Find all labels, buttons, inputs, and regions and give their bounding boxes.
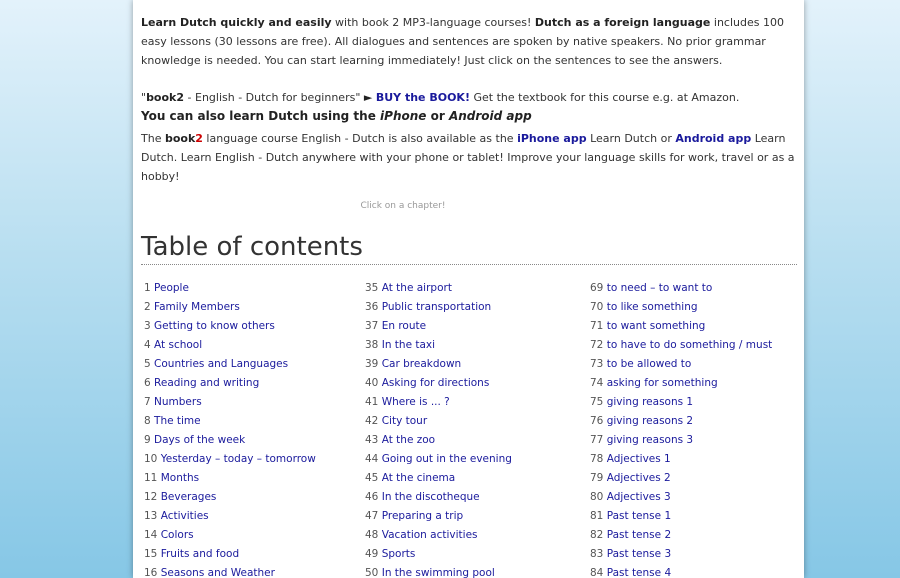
book2-tail: Get the textbook for this course e.g. at Amazon.	[469, 91, 740, 104]
toc-item-link[interactable]: Preparing a trip	[381, 510, 464, 522]
toc-item-link[interactable]: En route	[381, 320, 427, 332]
toc-item[interactable]	[144, 470, 364, 489]
toc-item[interactable]	[590, 375, 804, 394]
toc-column-3	[590, 280, 804, 578]
toc-item-link[interactable]: giving reasons 1	[606, 396, 694, 408]
toc-item[interactable]	[590, 299, 804, 318]
toc-item-number: 84	[590, 567, 604, 578]
toc-item-number: 83	[590, 548, 604, 560]
toc-item-link[interactable]: Fruits and food	[160, 548, 240, 560]
intro-paragraph	[141, 13, 797, 70]
toc-item[interactable]	[590, 318, 804, 337]
toc-item-number: 1	[144, 282, 151, 294]
toc-item-number: 73	[590, 358, 604, 370]
toc-column-2	[365, 280, 585, 578]
toc-item-number: 49	[365, 548, 379, 560]
toc-item[interactable]	[144, 451, 364, 470]
toc-item-link[interactable]: Past tense 1	[606, 510, 672, 522]
toc-item-link[interactable]: Reading and writing	[154, 377, 260, 389]
buy-book-link[interactable]: BUY the BOOK!	[375, 91, 470, 104]
toc-item-number: 79	[590, 472, 604, 484]
desc-book: book	[164, 132, 196, 145]
toc-item-number: 45	[365, 472, 379, 484]
toc-item-link[interactable]: Countries and Languages	[154, 358, 289, 370]
toc-item[interactable]	[144, 394, 364, 413]
toc-item[interactable]	[365, 413, 585, 432]
toc-item[interactable]	[365, 451, 585, 470]
toc-item-link[interactable]: City tour	[381, 415, 428, 427]
toc-item[interactable]	[590, 546, 804, 565]
page-panel	[133, 0, 804, 578]
toc-item-number: 9	[144, 434, 151, 446]
also-android: Android app	[448, 109, 532, 123]
toc-item-link[interactable]: Car breakdown	[381, 358, 462, 370]
toc-item-number: 82	[590, 529, 604, 541]
toc-item[interactable]	[365, 337, 585, 356]
toc-item-number: 35	[365, 282, 379, 294]
toc-item-number: 8	[144, 415, 151, 427]
toc-item-link[interactable]: Months	[160, 472, 200, 484]
toc-item-link[interactable]: Seasons and Weather	[160, 567, 275, 578]
toc-item-number: 41	[365, 396, 379, 408]
toc-item-link[interactable]: asking for something	[606, 377, 718, 389]
toc-item-number: 78	[590, 453, 604, 465]
toc-item-number: 77	[590, 434, 604, 446]
toc-item-link[interactable]: Past tense 3	[606, 548, 672, 560]
iphone-app-link[interactable]: iPhone app	[517, 132, 587, 145]
toc-item-number: 12	[144, 491, 158, 503]
book2-rest: - English - Dutch for beginners"	[184, 91, 364, 104]
also-or: or	[426, 109, 449, 123]
toc-item[interactable]	[590, 451, 804, 470]
toc-item[interactable]	[365, 565, 585, 578]
toc-item-number: 16	[144, 567, 158, 578]
intro-text-2: includes 100 easy lessons (30 lessons are free). All dialogues and sentences are spoken by native speakers. No prior grammar knowledge is needed. You can start learning immediately! Just click on the sentences to see the answers.	[141, 16, 784, 67]
toc-item[interactable]	[590, 432, 804, 451]
toc-item-link[interactable]: Getting to know others	[154, 320, 275, 332]
toc-item-number: 39	[365, 358, 379, 370]
toc-item-link[interactable]: Sports	[381, 548, 416, 560]
toc-item[interactable]	[144, 280, 364, 299]
toc-item[interactable]	[590, 280, 804, 299]
toc-item-number: 2	[144, 301, 151, 313]
toc-item[interactable]	[365, 432, 585, 451]
toc-item[interactable]	[144, 565, 364, 578]
desc-text-3: Learn Dutch or	[586, 132, 676, 145]
also-text: You can also learn Dutch using the	[141, 109, 381, 123]
toc-item-number: 44	[365, 453, 379, 465]
toc-item[interactable]	[144, 337, 364, 356]
toc-item[interactable]	[144, 432, 364, 451]
toc-item-link[interactable]: Beverages	[160, 491, 217, 503]
toc-item-number: 46	[365, 491, 379, 503]
toc-item-number: 40	[365, 377, 379, 389]
toc-item-link[interactable]: Numbers	[154, 396, 202, 408]
toc-item-number: 6	[144, 377, 151, 389]
book2-line	[141, 90, 797, 105]
toc-item-number: 3	[144, 320, 151, 332]
arrow-icon: ►	[363, 91, 373, 104]
toc-item-link[interactable]: Past tense 4	[606, 567, 672, 578]
toc-item-link[interactable]: Where is ... ?	[381, 396, 450, 408]
toc-item-link[interactable]: to be allowed to	[606, 358, 692, 370]
toc-item-link[interactable]: Activities	[160, 510, 209, 522]
toc-item-link[interactable]: In the swimming pool	[381, 567, 495, 578]
toc-item-link[interactable]: In the taxi	[381, 339, 436, 351]
chapter-hint: Click on a chapter!	[360, 201, 446, 211]
toc-item[interactable]	[365, 299, 585, 318]
toc-item-link[interactable]: Adjectives 2	[606, 472, 671, 484]
desc-two: 2	[195, 132, 203, 145]
toc-item-number: 71	[590, 320, 604, 332]
toc-item-link[interactable]: to want something	[606, 320, 706, 332]
toc-item-number: 42	[365, 415, 379, 427]
toc-item-link[interactable]: Colors	[160, 529, 194, 541]
toc-item-link[interactable]: giving reasons 3	[606, 434, 694, 446]
toc-item-link[interactable]: to like something	[606, 301, 698, 313]
toc-item-link[interactable]: At the zoo	[381, 434, 436, 446]
toc-item-link[interactable]: People	[154, 282, 189, 294]
toc-item-link[interactable]: At the cinema	[381, 472, 456, 484]
toc-item[interactable]	[144, 375, 364, 394]
toc-item[interactable]	[365, 508, 585, 527]
toc-item[interactable]	[144, 318, 364, 337]
toc-item[interactable]	[590, 337, 804, 356]
toc-item-link[interactable]: The time	[154, 415, 201, 427]
toc-item-link[interactable]: Vacation activities	[381, 529, 478, 541]
toc-item[interactable]	[144, 527, 364, 546]
toc-item-link[interactable]: Adjectives 1	[606, 453, 671, 465]
toc-item[interactable]	[590, 356, 804, 375]
toc-item[interactable]	[144, 356, 364, 375]
intro-bold-2: Dutch as a foreign language	[534, 16, 711, 29]
also-heading	[141, 108, 797, 124]
toc-item[interactable]	[144, 508, 364, 527]
toc-item-number: 50	[365, 567, 379, 578]
toc-item[interactable]	[590, 470, 804, 489]
desc-text-2: language course English - Dutch is also available as the	[202, 132, 518, 145]
toc-item[interactable]	[590, 413, 804, 432]
toc-item-number: 37	[365, 320, 379, 332]
app-description	[141, 129, 797, 186]
toc-title: Table of contents	[141, 230, 797, 265]
toc-item[interactable]	[590, 508, 804, 527]
book2-name: book2	[146, 91, 185, 104]
toc-item-link[interactable]: Asking for directions	[381, 377, 490, 389]
toc-item[interactable]	[365, 280, 585, 299]
toc-item[interactable]	[144, 413, 364, 432]
toc-item[interactable]	[365, 527, 585, 546]
toc-item[interactable]	[365, 470, 585, 489]
toc-item-number: 13	[144, 510, 158, 522]
toc-item[interactable]	[144, 489, 364, 508]
toc-item-number: 10	[144, 453, 158, 465]
toc-item-number: 48	[365, 529, 379, 541]
toc-item[interactable]	[590, 489, 804, 508]
toc-item[interactable]	[365, 375, 585, 394]
toc-item[interactable]	[365, 318, 585, 337]
toc-item-link[interactable]: In the discotheque	[381, 491, 480, 503]
intro-text-1: with book 2 MP3-language courses!	[331, 16, 535, 29]
toc-item-number: 36	[365, 301, 379, 313]
toc-item-number: 43	[365, 434, 379, 446]
toc-item-number: 74	[590, 377, 604, 389]
toc-item-number: 72	[590, 339, 604, 351]
toc-item-link[interactable]: Family Members	[154, 301, 240, 313]
toc-item-link[interactable]: Going out in the evening	[381, 453, 512, 465]
toc-item-link[interactable]: giving reasons 2	[606, 415, 694, 427]
toc-item[interactable]	[590, 527, 804, 546]
toc-item-link[interactable]: Public transportation	[381, 301, 492, 313]
desc-text-1: The	[141, 132, 165, 145]
toc-item[interactable]	[365, 546, 585, 565]
intro-bold-1: Learn Dutch quickly and easily	[141, 16, 332, 29]
toc-item-number: 7	[144, 396, 151, 408]
toc-item-number: 4	[144, 339, 151, 351]
toc-item-link[interactable]: At school	[154, 339, 203, 351]
toc-item-number: 81	[590, 510, 604, 522]
toc-item-link[interactable]: Adjectives 3	[606, 491, 671, 503]
toc-item-link[interactable]: Yesterday – today – tomorrow	[160, 453, 316, 465]
toc-item[interactable]	[365, 489, 585, 508]
toc-item-number: 69	[590, 282, 604, 294]
toc-item[interactable]	[144, 546, 364, 565]
toc-item-number: 5	[144, 358, 151, 370]
toc-item-link[interactable]: to need – to want to	[606, 282, 713, 294]
toc-column-1	[144, 280, 364, 578]
toc-item[interactable]	[590, 394, 804, 413]
also-iphone: iPhone	[380, 109, 427, 123]
toc-item-number: 14	[144, 529, 158, 541]
toc-item[interactable]	[365, 356, 585, 375]
toc-item-number: 70	[590, 301, 604, 313]
quote-open: "	[141, 91, 147, 104]
toc-item-number: 38	[365, 339, 379, 351]
toc-item-number: 11	[144, 472, 158, 484]
toc-item-number: 76	[590, 415, 604, 427]
toc-item-number: 80	[590, 491, 604, 503]
toc-item-link[interactable]: Days of the week	[154, 434, 246, 446]
toc-item[interactable]	[590, 565, 804, 578]
toc-item[interactable]	[365, 394, 585, 413]
toc-item-link[interactable]: to have to do something / must	[606, 339, 773, 351]
toc-item-number: 75	[590, 396, 604, 408]
toc-item-link[interactable]: At the airport	[381, 282, 452, 294]
toc-item[interactable]	[144, 299, 364, 318]
desc-text-4: Learn Dutch. Learn English - Dutch anywhere with your phone or tablet! Improve your language skills for work, travel or as a hobby!	[141, 132, 795, 183]
android-app-link[interactable]: Android app	[675, 132, 752, 145]
toc-item-number: 15	[144, 548, 158, 560]
toc-item-link[interactable]: Past tense 2	[606, 529, 672, 541]
toc-item-number: 47	[365, 510, 379, 522]
